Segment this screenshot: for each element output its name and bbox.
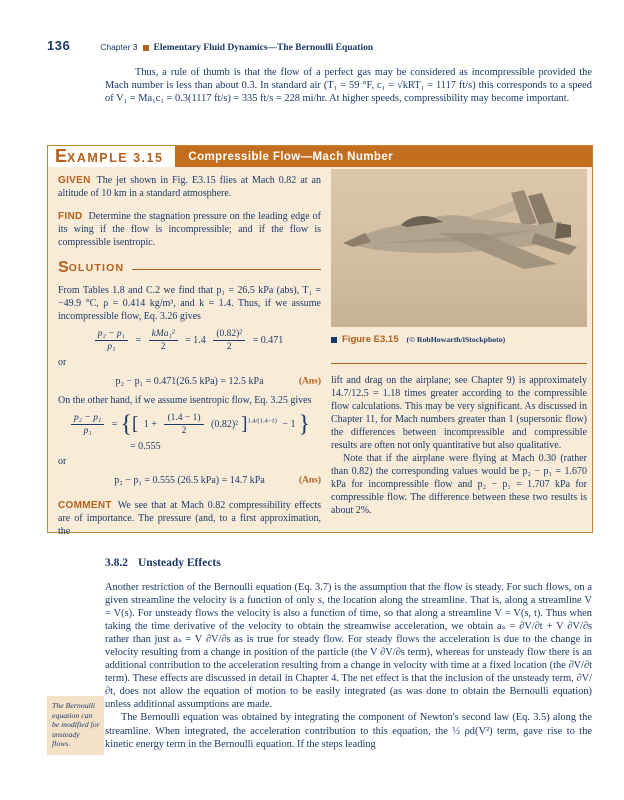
open-brace: { <box>120 411 132 438</box>
example-right-column <box>331 169 587 517</box>
close-bracket: ] <box>241 413 248 435</box>
section-heading <box>105 557 221 569</box>
fraction-kma: $\frac{\text{kMa₁²}}{2}$ <box>149 329 178 352</box>
solution-heading <box>58 260 321 276</box>
example-left-column <box>58 174 321 538</box>
fraction-pressure-ratio-2: $\frac{\text{p₂ − p₁}}{\text{p₁}}$ <box>71 413 104 436</box>
section-paragraph-2: The Bernoulli equation was obtained by integrating the component of Newton's second law (Eq. 3.5) along the streamline. When integrated, the acceleration contribution to this equation, the ½ ρd(V²) term, gave rise to the kinetic energy term in the Bernoulli equation. If the steps leading <box>105 712 592 750</box>
figure-label: Figure E3.15 <box>342 334 399 345</box>
square-bullet-icon <box>143 45 149 51</box>
find-text: Determine the stagnation pressure on the leading edge of its wing if the flow is incompressible; and if the flow is compressible isentropic. <box>58 211 321 248</box>
comment-label: COMMENT <box>58 500 112 511</box>
continuation-paragraph-1: lift and drag on the airplane; see Chapter 9) is approximately 14.7/12.5 = 1.18 times greater according to the compressible flow calculations. This may be very significant. As discussed in Chapter 11, for Mach numbers greater than 1 (supersonic flow) the differences between incompressible and compressible results are often not only quantitative but also qualitative. <box>331 375 587 451</box>
intro-paragraph <box>105 66 592 106</box>
equation-2-body: p₂ − p₁ = 0.471(26.5 kPa) = 12.5 kPa <box>115 376 264 387</box>
equation-4-body: p₂ − p₁ = 0.555 (26.5 kPa) = 14.7 kPa <box>114 475 265 486</box>
jet-photo <box>331 169 587 327</box>
solution-label-initial: S <box>58 259 69 276</box>
page-number: 136 <box>47 38 71 53</box>
equation-incompressible: $\frac{\text{p₂ − p₁}}{\text{p₁}}$ = $\frac{\text{kMa₁²}}{2}$ = 1.4 $\frac{\text{(0.82)²}}{2}$ = 0.471 <box>58 329 321 352</box>
comment-paragraph <box>58 499 321 538</box>
given-label: GIVEN <box>58 175 91 186</box>
figure-caption <box>331 333 587 346</box>
section-title: Unsteady Effects <box>138 557 221 569</box>
fraction-pressure-ratio: $\frac{\text{p₂ − p₁}}{\text{p₁}}$ <box>95 329 128 352</box>
or-label-2: or <box>58 456 67 467</box>
chapter-label: Chapter 3 <box>100 42 138 52</box>
example-label-initial: E <box>55 146 68 166</box>
figure-credit: (© RobHowarth/iStockphoto) <box>406 335 506 344</box>
example-box <box>47 145 593 537</box>
chapter-title: Elementary Fluid Dynamics—The Bernoulli Equation <box>153 43 374 53</box>
page-header <box>47 38 596 53</box>
section-paragraph-1: Another restriction of the Bernoulli equation (Eq. 3.7) is the assumption that the flow is steady. For such flows, on a given streamline the velocity is a function of only s, the location along the streamline. That is, along a streamline V = V(s). For unsteady flows the velocity is also a function of time, so that along a streamline V = V(s, t). Thus when taking the time derivative of the velocity to obtain the streamwise acceleration, we obtain aₛ = ∂V/∂t + V ∂V/∂s rather than just aₛ = V ∂V/∂s as is true for steady flow. For steady flows the acceleration is due to the change in velocity resulting from a change in position of the particle (the V ∂V/∂s term), whereas for unsteady flow there is an additional contribution to the acceleration resulting from a change in velocity with time at a fixed location (the ∂V/∂t term). These effects are discussed in detail in Chapter 4. The net effect is that the inclusion of the unsteady term, ∂V/∂t, does not allow the equation of motion to be easily integrated (as was done to obtain the Bernoulli equation) unless additional assumptions are made. <box>105 582 592 711</box>
solution-label-rest: OLUTION <box>68 261 125 274</box>
fraction-k-minus-one: $\frac{(1.4 - 1)}{2}$ <box>164 413 203 436</box>
example-content <box>48 167 592 537</box>
solution-rule <box>132 269 321 270</box>
example-label-rest: XAMPLE 3.15 <box>67 151 164 165</box>
fraction-mach-squared: $\frac{\text{(0.82)²}}{2}$ <box>213 329 245 352</box>
example-title: Compressible Flow—Mach Number <box>188 150 393 163</box>
equation-isentropic: $\frac{\text{p₂ − p₁}}{\text{p₁}}$ = {[ 1 + $\frac{(1.4 - 1)}{2}$ (0.82)² ]$^{1.4/(1.4-1)}$ − 1 } <box>58 413 321 436</box>
section-body <box>105 581 592 751</box>
equation-answer-isentropic <box>58 474 321 487</box>
close-brace: } <box>298 411 310 438</box>
comment-text: We see that at Mach 0.82 compressibility effects are of importance. The pressure (and, to a first approximation, the <box>58 500 321 537</box>
exponent: 1.4/(1.4−1) <box>247 417 277 425</box>
intro-text: Thus, a rule of thumb is that the flow of a perfect gas may be considered as incompressible provided the Mach number is less than about 0.3. In standard air (T₁ = 59 °F, c₁ = √kRT₁ = 1117 ft/s) this corresponds to a speed of V₁ = Ma₁c₁ = 0.3(1117 ft/s) = 335 ft/s = 228 mi/hr. At higher speeds, compressibility may become important. <box>105 67 592 105</box>
answer-tag-1: (Ans) <box>298 376 321 386</box>
solution-paragraph-1: From Tables 1.8 and C.2 we find that p₁ = 26.5 kPa (abs), T₁ = −49.9 °C, ρ = 0.414 kg/m³, and k = 1.4. Thus, if we assume incompressible flow, Eq. 3.26 gives <box>58 285 321 322</box>
solution-paragraph-2: On the other hand, if we assume isentropic flow, Eq. 3.25 gives <box>58 395 312 406</box>
figure-square-icon <box>331 337 337 343</box>
find-paragraph <box>58 210 321 249</box>
chapter-info <box>100 42 373 53</box>
equation-isentropic-result: = 0.555 <box>130 441 161 452</box>
section-number: 3.8.2 <box>105 557 128 569</box>
continuation-paragraph-2: Note that if the airplane were flying at Mach 0.30 (rather than 0.82) the corresponding values would be p₂ − p₁ = 1.670 kPa for incompressible flow and p₂ − p₁ = 1.707 kPa for compressible flow. The difference between these two results is about 2%. <box>331 453 587 516</box>
example-titlebar <box>48 146 592 167</box>
given-paragraph <box>58 174 321 200</box>
equation-answer-incompressible <box>58 375 321 388</box>
find-label: FIND <box>58 211 83 222</box>
example-number-label <box>48 146 175 167</box>
margin-note: The Bernoulli equation can be modified for unsteady flows. <box>47 696 104 755</box>
column-divider-rule <box>331 363 587 364</box>
answer-tag-2: (Ans) <box>298 475 321 485</box>
or-label-1: or <box>58 357 67 368</box>
open-bracket: [ <box>131 413 139 435</box>
given-text: The jet shown in Fig. E3.15 flies at Mach 0.82 at an altitude of 10 km in a standard atmosphere. <box>58 175 321 199</box>
